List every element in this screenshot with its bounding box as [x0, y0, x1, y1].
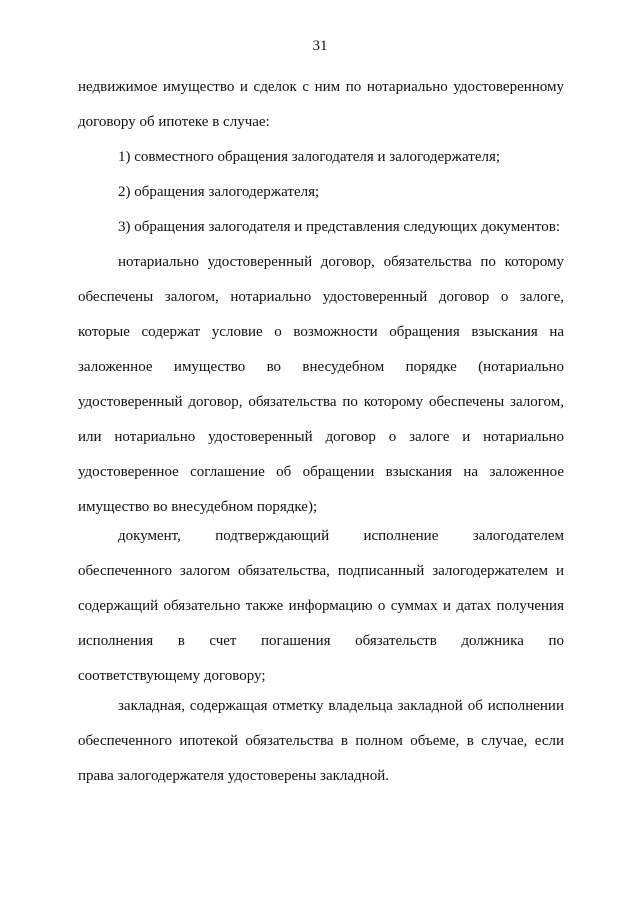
document-text	[78, 519, 564, 694]
text-line: договору об ипотеке в случае:	[78, 114, 270, 130]
text-line: исполнения в счет погашения обязательств должника по	[78, 633, 564, 649]
text-line: обеспечены залогом, нотариально удостоверенный договор о залоге,	[78, 289, 564, 305]
page-number: 31	[312, 38, 328, 54]
document-text	[78, 689, 564, 794]
text-line: нотариально удостоверенный договор, обязательства по которому	[118, 254, 564, 270]
text-line: 2) обращения залогодержателя;	[118, 184, 320, 200]
text-line: соответствующему договору;	[78, 668, 266, 684]
text-line: закладная, содержащая отметку владельца закладной об исполнении	[118, 698, 564, 714]
text-line: обеспеченного ипотекой обязательства в полном объеме, в случае, если	[78, 733, 564, 749]
text-line: удостоверенное соглашение об обращении взыскания на заложенное	[78, 464, 564, 480]
text-line: содержащий обязательно также информацию о суммах и датах получения	[78, 598, 564, 614]
text-line: имущество во внесудебном порядке);	[78, 499, 318, 515]
text-line: которые содержат условие о возможности обращения взыскания на	[78, 324, 564, 340]
text-line: или нотариально удостоверенный договор о залоге и нотариально	[78, 429, 564, 445]
text-line: 1) совместного обращения залогодателя и залогодержателя;	[118, 149, 501, 165]
text-line: документ, подтверждающий исполнение залогодателем	[118, 528, 564, 544]
text-line: права залогодержателя удостоверены закладной.	[78, 768, 389, 784]
text-line: обеспеченного залогом обязательства, подписанный залогодержателем и	[78, 563, 564, 579]
text-line: заложенное имущество во внесудебном порядке (нотариально	[78, 359, 564, 375]
text-line: удостоверенный договор, обязательства по которому обеспечены залогом,	[78, 394, 564, 410]
text-line: недвижимое имущество и сделок с ним по нотариально удостоверенному	[78, 79, 564, 95]
document-text	[78, 70, 564, 525]
text-line: 3) обращения залогодателя и представления следующих документов:	[118, 219, 560, 235]
